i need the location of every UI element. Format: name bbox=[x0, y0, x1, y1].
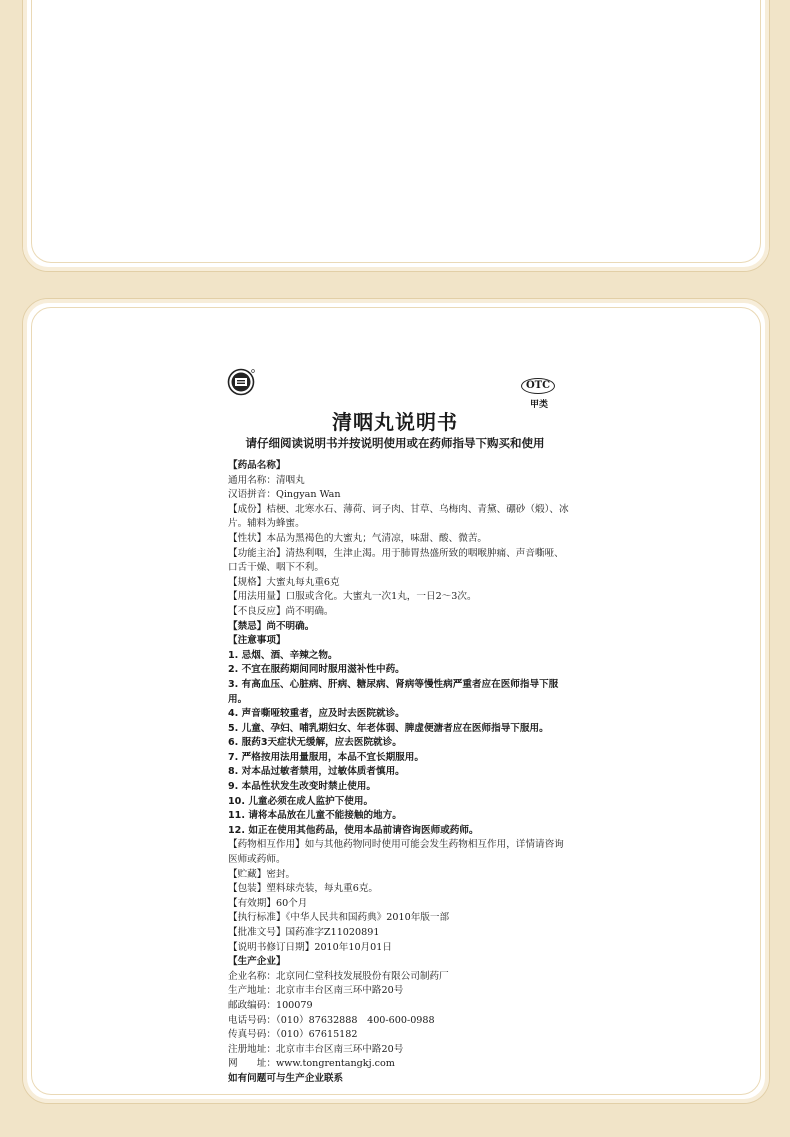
adverse-reactions: 【不良反应】尚不明确。 bbox=[228, 605, 334, 617]
function-line-1: 【功能主治】清热利咽，生津止渴。用于肺胃热盛所致的咽喉肿痛、声音嘶哑、 bbox=[228, 547, 564, 559]
section-header-precautions: 【注意事项】 bbox=[228, 635, 286, 647]
otc-class-label: 甲类 bbox=[529, 400, 548, 410]
company-logo-icon bbox=[227, 368, 255, 396]
storage: 【贮藏】密封。 bbox=[228, 868, 296, 880]
contraindications: 【禁忌】尚不明确。 bbox=[228, 620, 315, 632]
standard: 【执行标准】《中华人民共和国药典》2010年版一部 bbox=[228, 912, 450, 924]
appearance: 【性状】本品为黑褐色的大蜜丸；气清凉，味甜、酸、微苦。 bbox=[228, 532, 488, 544]
section-header-name: 【药品名称】 bbox=[228, 460, 286, 471]
precaution-item: 11. 请将本品放在儿童不能接触的地方。 bbox=[228, 810, 402, 822]
page-title: 清咽丸说明书 bbox=[332, 410, 458, 434]
section-header-manufacturer: 【生产企业】 bbox=[228, 956, 286, 968]
leaflet-body bbox=[228, 459, 573, 1087]
ingredients-line-1: 【成份】桔梗、北寒水石、薄荷、诃子肉、甘草、乌梅肉、青黛、硼砂（煅）、冰 bbox=[228, 503, 569, 515]
manufacturer-line: 网 址：www.tongrentangkj.com bbox=[228, 1058, 395, 1070]
manufacturer-line: 邮政编码：100079 bbox=[228, 999, 313, 1011]
approval-number: 【批准文号】国药准字Z11020891 bbox=[228, 927, 380, 938]
precaution-item: 12. 如正在使用其他药品，使用本品前请咨询医师或药师。 bbox=[228, 824, 479, 836]
precaution-item: 9. 本品性状发生改变时禁止使用。 bbox=[228, 781, 376, 793]
manufacturer-line: 注册地址：北京市丰台区南三环中路20号 bbox=[228, 1043, 404, 1055]
precaution-item: 2. 不宜在服药期间同时服用滋补性中药。 bbox=[228, 664, 405, 676]
precaution-item: 10. 儿童必须在成人监护下使用。 bbox=[228, 795, 374, 807]
precaution-item: 4. 声音嘶哑较重者，应及时去医院就诊。 bbox=[228, 708, 405, 720]
generic-name: 通用名称：清咽丸 bbox=[228, 474, 305, 486]
otc-badge: OTC bbox=[521, 378, 555, 394]
interaction-line-1: 【药物相互作用】如与其他药物同时使用可能会发生药物相互作用，详情请咨询 bbox=[228, 839, 564, 851]
precaution-item: 3. 有高血压、心脏病、肝病、糖尿病、肾病等慢性病严重者应在医师指导下服用。 bbox=[228, 678, 559, 705]
package: 【包装】塑料球壳装，每丸重6克。 bbox=[228, 883, 379, 895]
manufacturer-line: 传真号码：（010）67615182 bbox=[228, 1029, 358, 1041]
manufacturer-line: 企业名称：北京同仁堂科技发展股份有限公司制药厂 bbox=[228, 970, 449, 982]
revision-date: 【说明书修订日期】2010年10月01日 bbox=[228, 941, 392, 953]
precaution-item: 6. 服药3天症状无缓解，应去医院就诊。 bbox=[228, 737, 402, 749]
validity: 【有效期】60个月 bbox=[228, 897, 308, 909]
usage: 【用法用量】口服或含化。大蜜丸一次1丸，一日2～3次。 bbox=[228, 591, 477, 603]
ingredients-line-2: 片。辅料为蜂蜜。 bbox=[228, 518, 305, 530]
manufacturer-line: 生产地址：北京市丰台区南三环中路20号 bbox=[228, 985, 404, 997]
page-subtitle: 请仔细阅读说明书并按说明使用或在药师指导下购买和使用 bbox=[245, 436, 545, 450]
precaution-item: 1. 忌烟、酒、辛辣之物。 bbox=[228, 649, 338, 661]
precaution-item: 8. 对本品过敏者禁用，过敏体质者慎用。 bbox=[228, 766, 405, 778]
pinyin-name: 汉语拼音：Qingyan Wan bbox=[228, 489, 341, 501]
function-line-2: 口舌干燥、咽下不利。 bbox=[228, 562, 324, 574]
footer-note: 如有问题可与生产企业联系 bbox=[228, 1072, 344, 1084]
specification: 【规格】大蜜丸每丸重6克 bbox=[228, 576, 340, 588]
interaction-line-2: 医师或药师。 bbox=[228, 854, 286, 866]
precaution-item: 7. 严格按用法用量服用，本品不宜长期服用。 bbox=[228, 751, 424, 763]
precaution-item: 5. 儿童、孕妇、哺乳期妇女、年老体弱、脾虚便溏者应在医师指导下服用。 bbox=[228, 722, 549, 734]
manufacturer-line: 电话号码：（010）87632888 400-600-0988 bbox=[228, 1014, 435, 1026]
